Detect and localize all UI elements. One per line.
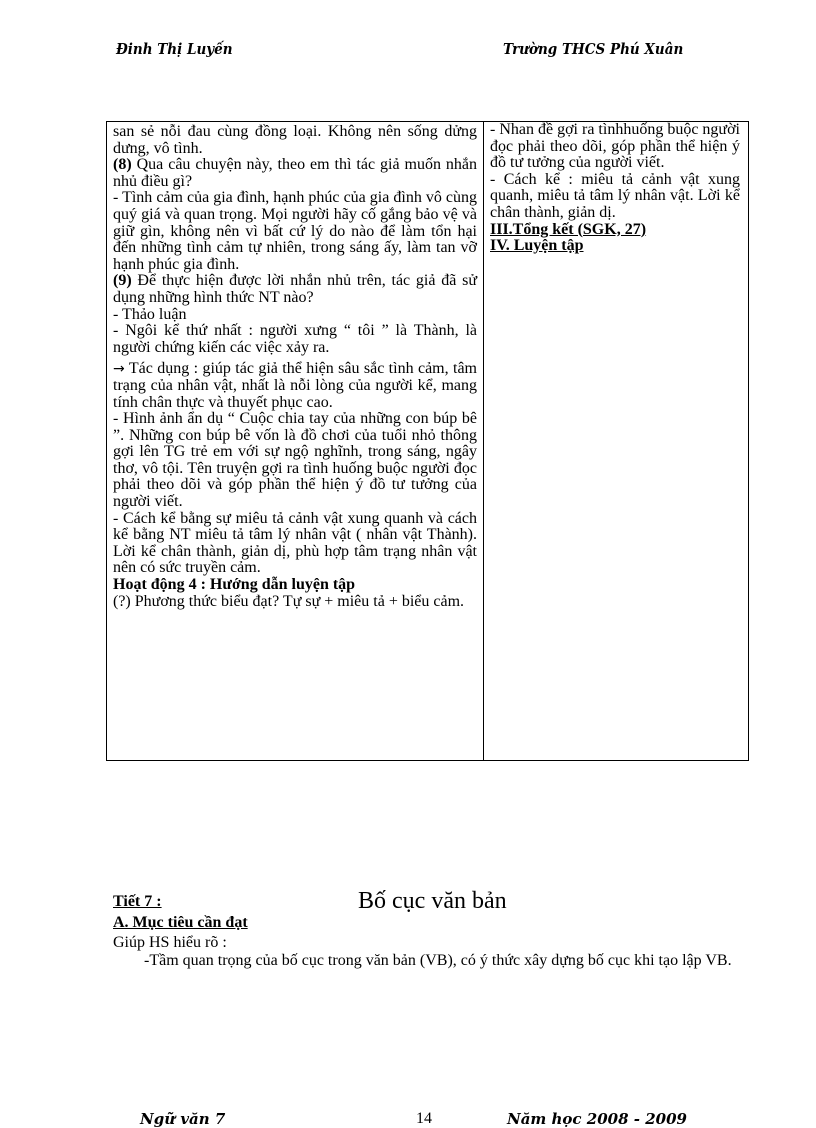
objective-point-1: -Tầm quan trọng của bố cục trong văn bản (VB), có ý thức xây dựng bố cục khi tạo lập VB. <box>144 952 732 969</box>
lesson-table <box>106 121 749 761</box>
activity-4-heading: Hoạt động 4 : Hướng dẫn luyện tập <box>113 576 356 594</box>
teacher-activity-column <box>107 122 484 761</box>
practice-heading: IV. Luyện tập <box>490 237 584 255</box>
effect-note: → Tác dụng : giúp tác giả thể hiện sâu sắc tình cảm, tâm trạng của nhân vật, nhất là nỗi lòng của người kể, mang tính chân thực và thuyết phục cao. <box>113 360 477 411</box>
header-school: Trường THCS Phú Xuân <box>503 40 684 58</box>
title-note: - Nhan đề gợi ra tìnhhuống buộc người đọc phải theo dõi, góp phần thể hiện ý đồ tư tưởng của người viết. <box>490 121 740 172</box>
metaphor-note: - Hình ảnh ẩn dụ “ Cuộc chia tay của những con búp bê ”. Những con búp bê vốn là đồ chơi của tuổi nhỏ thông gợi lên TG trẻ em với sự ngộ nghĩnh, trong sáng, ngây thơ, vô tội. Tên truyện gợi ra tình huống buộc người đọc phải theo dõi và góp phần thể hiện ý đồ tư tưởng của người viết. <box>113 410 477 511</box>
objectives-heading: A. Mục tiêu cần đạt <box>113 914 248 931</box>
method-summary: - Cách kể : miêu tả cảnh vật xung quanh, miêu tả tâm lý nhân vật. Lời kể chân thành, giản dị. <box>490 170 740 221</box>
lesson-title: Bố cục văn bản <box>358 888 507 914</box>
discussion-note: - Thảo luận <box>113 305 187 323</box>
footer-subject: Ngữ văn 7 <box>140 1110 226 1128</box>
question-mode: (?) Phương thức biểu đạt? Tự sự + miêu tả + biểu cảm. <box>113 592 465 610</box>
footer-year: Năm học 2008 - 2009 <box>507 1110 687 1128</box>
method-note: - Cách kể bằng sự miêu tả cảnh vật xung quanh và cách kể bằng NT miêu tả tâm lý nhân vật ( nhân vật Thành). Lời kể chân thành, giản dị, phù hợp tâm trạng nhân vật nên có sức truyền cảm. <box>113 509 477 577</box>
lesson-number: Tiết 7 : <box>113 893 162 910</box>
paragraph-intro: san sẻ nỗi đau cùng đồng loại. Không nên sống dửng dưng, vô tình. <box>113 123 477 157</box>
question-9: (9) Để thực hiện được lời nhắn nhủ trên, tác giả đã sử dụng những hình thức NT nào? <box>113 272 477 306</box>
arrow-right-icon: → <box>113 361 125 378</box>
objectives-body <box>113 934 741 970</box>
question-8: (8) Qua câu chuyện này, theo em thì tác giả muốn nhắn nhủ điều gì? <box>113 156 477 190</box>
answer-8: - Tình cảm của gia đình, hạnh phúc của gia đình vô cùng quý giá và quan trọng. Mọi người hãy cố gắng bảo vệ và giữ gìn, không nên vì bất cứ lý do nào để làm tổn hại đến những tình cảm tự nhiên, trong sáng ấy, làm tan vỡ hạnh phúc gia đình. <box>113 189 477 273</box>
summary-heading: III.Tổng kết (SGK, 27) <box>490 220 647 238</box>
narrator-note: - Ngôi kể thứ nhất : người xưng “ tôi ” là Thành, là người chứng kiến các việc xảy ra. <box>113 322 477 356</box>
objectives-intro: Giúp HS hiểu rõ : <box>113 934 227 951</box>
footer-page-number: 14 <box>416 1110 432 1127</box>
content-column <box>484 122 749 761</box>
header-author: Đinh Thị Luyến <box>116 40 233 58</box>
